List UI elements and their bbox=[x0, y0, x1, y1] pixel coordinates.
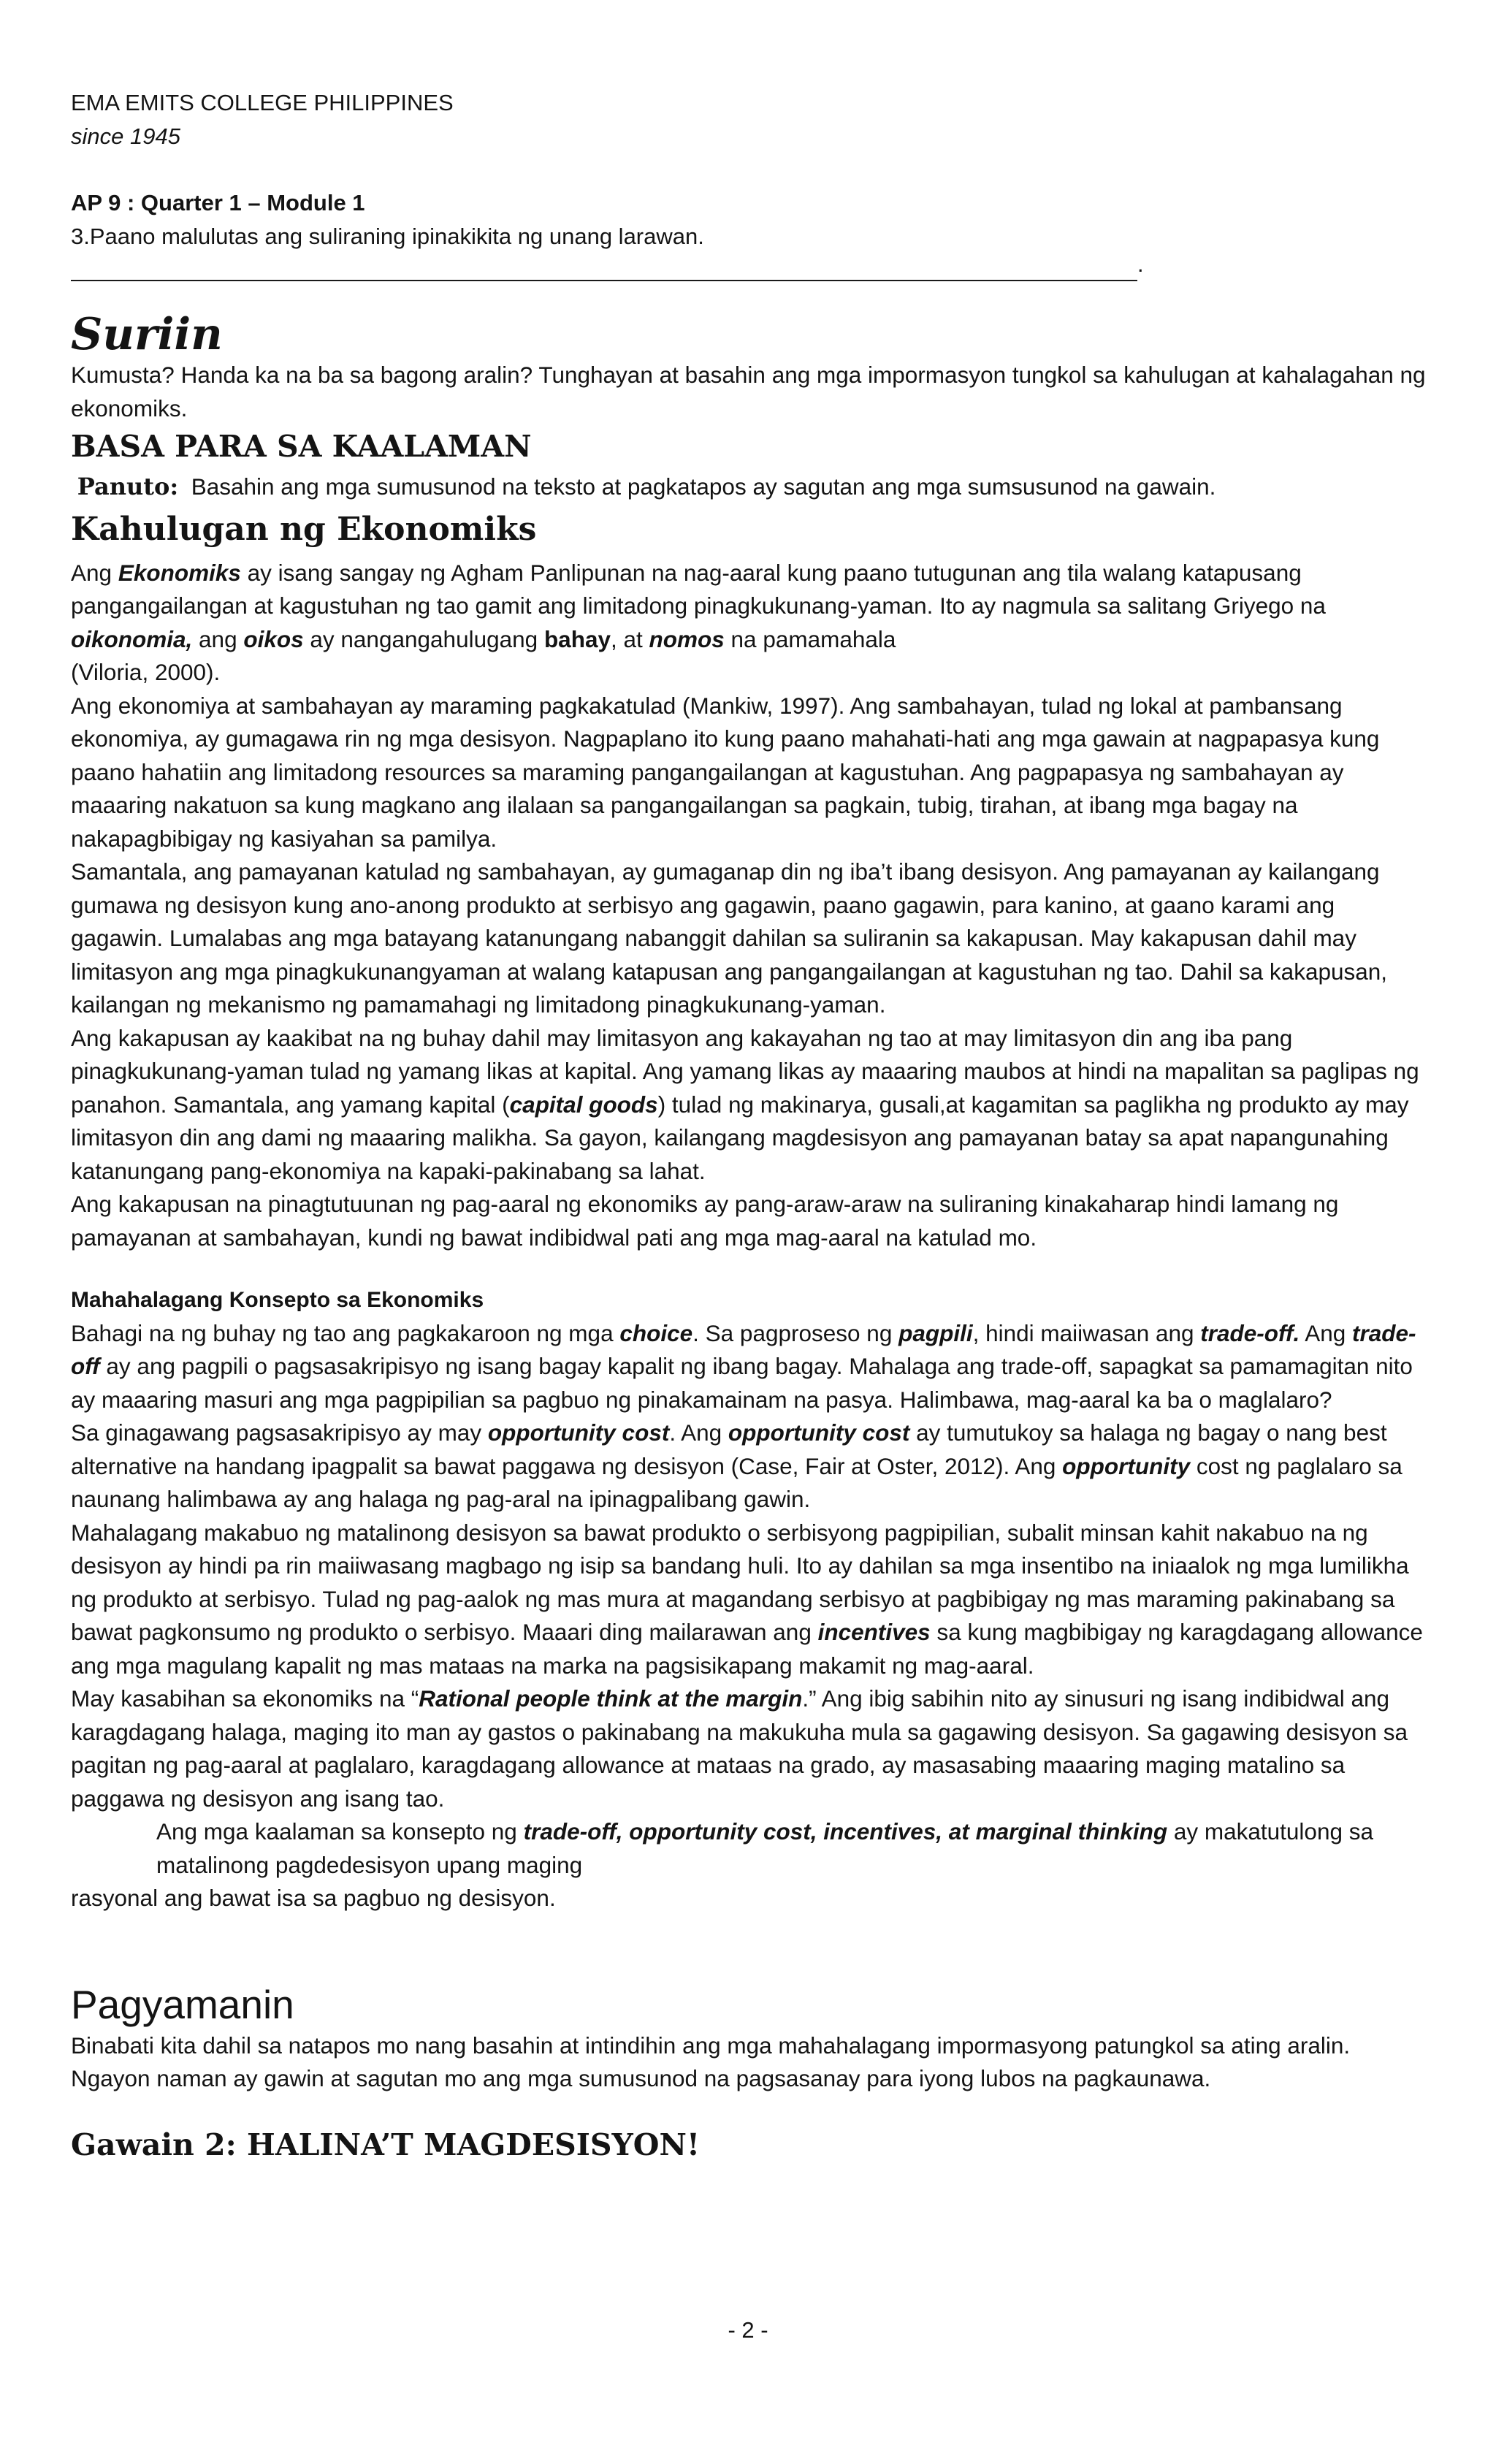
kahulugan-body bbox=[71, 557, 1430, 1255]
text-run: Sa ginagawang pagsasakripisyo ay may bbox=[71, 1419, 488, 1446]
konsepto-paragraph-5 bbox=[71, 1815, 1430, 1882]
text-run: ay ang pagpili o pagsasakripisyo ng isang bagay kapalit ng ibang bagay. Mahalaga ang trade-off, sapagkat sa pamamagitan nito ay maaaring masuri ang mga pagpipilian sa pagbuo ng pinakamainam na pasya. Halimbawa, mag-aaral ka ba o maglalaro? bbox=[71, 1353, 1413, 1413]
answer-line-end: . bbox=[1137, 251, 1144, 277]
term-oikos: oikos bbox=[243, 625, 304, 652]
konsepto-paragraph-1 bbox=[71, 1317, 1430, 1417]
term-nomos: nomos bbox=[649, 625, 725, 652]
pagyamanin-text: Binabati kita dahil sa natapos mo nang basahin at intindihin ang mga mahahalagang impormasyong patungkol sa ating aralin. Ngayon naman ay gawin at sagutan mo ang mga sumusunod na pagsasanay para iyong lubos na pagkaunawa. bbox=[71, 2032, 1351, 2091]
school-since: since 1945 bbox=[71, 123, 180, 149]
term-key-concepts: trade-off, opportunity cost, incentives, at marginal thinking bbox=[523, 1818, 1168, 1845]
answer-blank bbox=[71, 251, 1137, 281]
konsepto-paragraph-5-end: rasyonal ang bawat isa sa pagbuo ng desisyon. bbox=[71, 1885, 556, 1911]
question-3: 3.Paano malulutas ang suliraning ipinakikita ng unang larawan. bbox=[71, 224, 704, 249]
suriin-intro: Kumusta? Handa ka na ba sa bagong aralin? Tunghayan at basahin ang mga impormasyon tungkol sa kahulugan at kahalagahan ng ekonomiks. bbox=[71, 362, 1426, 422]
text-run: sa kung magbibigay ng karagdagang allowance ang mga magulang kapalit ng mas mataas na marka na pagsisikapang makamit ng mag-aaral. bbox=[71, 1619, 1423, 1679]
kahulugan-paragraph-1 bbox=[71, 557, 1430, 657]
text-run: ay makatutulong sa matalinong pagdedesisyon upang maging bbox=[156, 1818, 1374, 1878]
text-run: ay tumutukoy sa halaga ng bagay o nang best alternative na handang ipagpalit sa bawat paggawa ng desisyon (Case, Fair at Oster, 2012). Ang bbox=[71, 1419, 1387, 1479]
school-name: EMA EMITS COLLEGE PHILIPPINES bbox=[71, 90, 454, 115]
panuto-text: Basahin ang mga sumusunod na teksto at pagkatapos ay sagutan ang mga sumsusunod na gawain. bbox=[191, 473, 1216, 500]
konsepto-paragraph-4 bbox=[71, 1682, 1430, 1815]
text-run: ang bbox=[192, 625, 244, 652]
term-opportunity-cost: opportunity cost bbox=[487, 1419, 670, 1446]
text-run: May kasabihan sa ekonomiks na “ bbox=[71, 1685, 419, 1712]
basa-title: BASA PARA SA KAALAMAN bbox=[71, 429, 532, 464]
term-rational-people: Rational people think at the margin bbox=[419, 1685, 803, 1712]
text-run: cost ng paglalaro sa naunang halimbawa ay ang halaga ng pag-aral na ipinagpalibang gawin. bbox=[71, 1452, 1402, 1512]
panuto-label: Panuto: bbox=[77, 473, 179, 500]
term-trade-off: trade-off bbox=[71, 1319, 1416, 1379]
kahulugan-paragraph-5: Ang kakapusan na pinagtutuunan ng pag-aaral ng ekonomiks ay pang-araw-araw na suliraning kinakaharap hindi lamang ng pamayanan at sambahayan, kundi ng bawat indibidwal pati ang mga mag-aaral na katulad mo. bbox=[71, 1191, 1339, 1251]
kahulugan-paragraph-4 bbox=[71, 1022, 1430, 1189]
text-run: na pamamahala bbox=[724, 625, 896, 652]
text-run: Bahagi na ng buhay ng tao ang pagkakaroon ng mga bbox=[71, 1319, 620, 1346]
text-run: . Sa pagproseso ng bbox=[692, 1319, 899, 1346]
term-trade-off: trade-off. bbox=[1200, 1319, 1300, 1346]
text-run: , hindi maiiwasan ang bbox=[972, 1319, 1201, 1346]
term-bahay: bahay bbox=[543, 625, 611, 652]
term-choice: choice bbox=[619, 1319, 693, 1346]
konsepto-title: Mahahalagang Konsepto sa Ekonomiks bbox=[71, 1288, 484, 1312]
text-run: Mahalagang makabuo ng matalinong desisyon sa bawat produkto o serbisyong pagpipilian, subalit minsan kahit nakabuo na ng desisyon ay hindi pa rin maiiwasang magbago ng isip sa bandang huli. Ito ay dahilan sa mga insentibo na iniaalok ng mga lumilikha ng produkto at serbisyo. Tulad ng pag-aalok ng mas mura at magandang serbisyo at pagbibigay ng mas maraming pakinabang sa bawat pagkonsumo ng produkto o serbisyo. Maaari ding mailarawan ang bbox=[71, 1519, 1409, 1645]
text-run: .” Ang ibig sabihin nito ay sinusuri ng isang indibidwal ang karagdagang halaga, maging ito man ay gastos o pakinabang na makukuha mula sa gagawing desisyon. Sa gagawing desisyon sa pagitan ng pag-aaral at paglalaro, karagdagang allowance at mataas na grado, ay masasabing maaaring maging matalino sa paggawa ng desisyon ang isang tao. bbox=[71, 1685, 1408, 1812]
konsepto-paragraph-2 bbox=[71, 1416, 1430, 1517]
term-pagpili: pagpili bbox=[898, 1319, 973, 1346]
panuto bbox=[71, 470, 1430, 504]
text-run: , at bbox=[610, 625, 649, 652]
document-page bbox=[71, 86, 1430, 2166]
konsepto-paragraph-3 bbox=[71, 1517, 1430, 1683]
kahulugan-paragraph-3: Samantala, ang pamayanan katulad ng sambahayan, ay gumaganap din ng iba’t ibang desisyon. Ang pamayanan ay kailangang gumawa ng desisyon kung ano-anong produkto at serbisyo ang gagawin, paano gagawin, para kanino, at gaano karami ang gagawin. Lumalabas ang mga batayang katanungang nabanggit dahilan sa suliranin sa kakapusan. May kakapusan dahil may limitasyon ang mga pinagkukunangyaman at walang katapusan ang pangangailangan at kagustuhan ng tao. Dahil sa kakapusan, kailangan ng mekanismo ng pamamahagi ng limitadong pinagkukunang-yaman. bbox=[71, 858, 1388, 1018]
text-run: ay nangangahulugang bbox=[303, 625, 544, 652]
kahulugan-title: Kahulugan ng Ekonomiks bbox=[71, 510, 537, 548]
page-number: - 2 - bbox=[728, 2317, 768, 2343]
text-run: ) tulad ng makinarya, gusali,at kagamitan sa paglikha ng produkto ay may limitasyon din ang dami ng maaaring malikha. Sa gayon, kailangang magdesisyon ang pamayanan batay sa apat napangunahing katanungang pang-ekonomiya na kapaki-pakinabang sa lahat. bbox=[71, 1091, 1409, 1184]
kahulugan-paragraph-2: Ang ekonomiya at sambahayan ay maraming pagkakatulad (Mankiw, 1997). Ang sambahayan, tulad ng lokal at pambansang ekonomiya, ay gumagawa rin ng mga desisyon. Nagpaplano ito kung paano mahahati-hati ang mga gawain at nagpapasya kung paano hahatiin ang limitadong resources sa maraming pangangailangan at kagustuhan. Ang pagpapasya ng sambahayan ay maaaring nakatuon sa kung magkano ang ilalaan sa pangangailangan sa pagkain, tubig, tirahan, at ibang mga bagay na nakapagbibigay ng kasiyahan sa pamilya. bbox=[71, 692, 1380, 852]
text-run: Ang bbox=[71, 559, 118, 586]
section-title-pagyamanin: Pagyamanin bbox=[71, 1981, 294, 2027]
text-run: Ang bbox=[1300, 1319, 1353, 1346]
text-run: Ang kakapusan ay kaakibat na ng buhay dahil may limitasyon ang kakayahan ng tao at may limitasyon din ang iba pang pinagkukunang-yaman tulad ng yamang likas at kapital. Ang yamang likas ay maaaring maubos at hindi na mapalitan sa paglipas ng panahon. Samantala, ang yamang kapital ( bbox=[71, 1024, 1419, 1118]
term-ekonomiks: Ekonomiks bbox=[118, 559, 241, 586]
term-opportunity-cost: opportunity cost bbox=[728, 1419, 910, 1446]
term-opportunity: opportunity bbox=[1062, 1452, 1191, 1479]
gawain-2-title: Gawain 2: HALINA’T MAGDESISYON! bbox=[71, 2127, 700, 2162]
text-run: . Ang bbox=[669, 1419, 728, 1446]
answer-line bbox=[71, 248, 1430, 281]
section-title-suriin: Suriin bbox=[71, 309, 223, 360]
term-incentives: incentives bbox=[817, 1619, 931, 1645]
konsepto-body bbox=[71, 1284, 1430, 1915]
text-run: ay isang sangay ng Agham Panlipunan na nag-aaral kung paano tutugunan ang tila walang katapusang pangangailangan at kagustuhan ng tao gamit ang limitadong pinagkukunang-yaman. Ito ay nagmula sa salitang Griyego na bbox=[71, 559, 1326, 619]
module-label: AP 9 : Quarter 1 – Module 1 bbox=[71, 190, 365, 215]
term-oikonomia: oikonomia, bbox=[71, 625, 193, 652]
text-run: Ang mga kaalaman sa konsepto ng bbox=[156, 1818, 524, 1845]
kahulugan-citation: (Viloria, 2000). bbox=[71, 659, 221, 685]
term-capital-goods: capital goods bbox=[509, 1091, 658, 1118]
